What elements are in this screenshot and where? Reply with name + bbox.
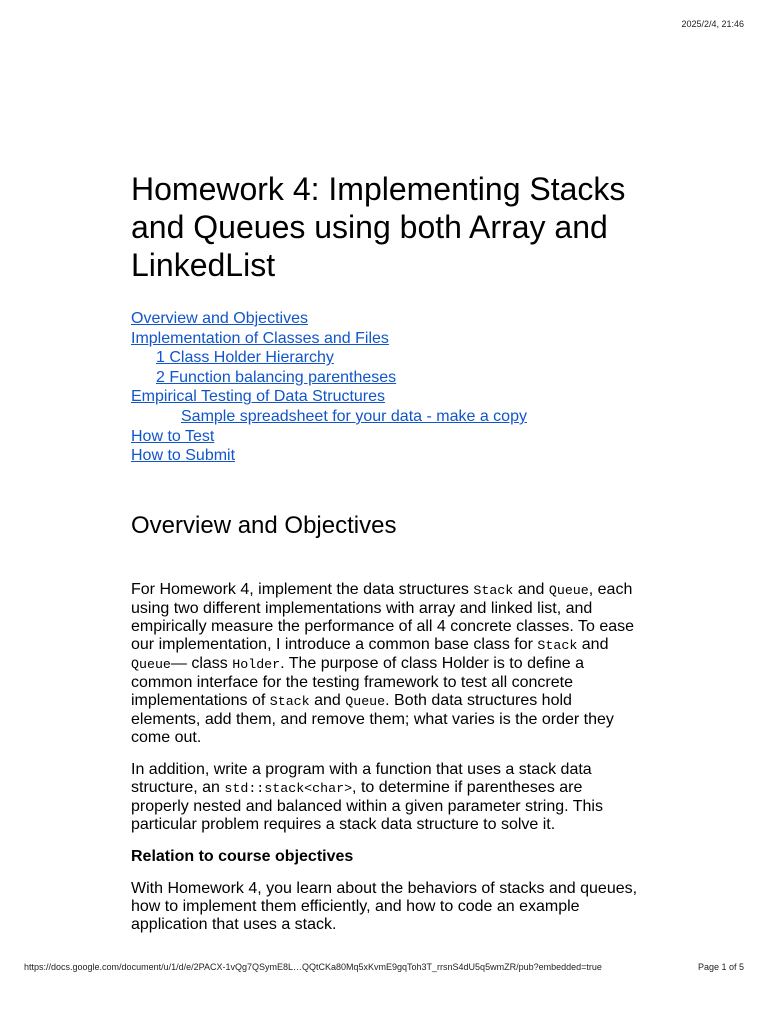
paragraph-intro: For Homework 4, implement the data structures Stack and Queue, each using two different implementations with array and linked list, and empirically measure the performance of all 4 concrete classes. To ease our implementation, I introduce a common base class for Stack and Queue— class Holder. The purpose of class Holder is to define a common interface for the testing framework to test all concrete implementations of Stack and Queue. Both data structures hold elements, add them, and remove them; what varies is the order they come out. [131, 580, 635, 746]
toc-link-how-to-test[interactable]: How to Test [131, 427, 215, 445]
footer-page-number: Page 1 of 5 [697, 962, 744, 972]
document-title: Homework 4: Implementing Stacks and Queues using both Array and LinkedList [131, 171, 626, 283]
section-heading-overview: Overview and Objectives [131, 511, 397, 539]
paragraph-objectives: With Homework 4, you learn about the behaviors of stacks and queues, how to implement them efficiently, and how to code an example application that uses a stack. [131, 879, 638, 933]
document-body [131, 170, 641, 934]
footer-source-url: https://docs.google.com/document/u/1/d/e/2PACX-1vQg7QSymE8L…QQtCKa80Mq5xKvmE9gqToh3T_rrsnS4dU5q5wmZR/pub?embedded=true [24, 962, 602, 972]
print-timestamp: 2025/2/4, 21:46 [681, 19, 744, 29]
toc-link-empirical-testing[interactable]: Empirical Testing of Data Structures [131, 388, 386, 406]
toc-link-overview[interactable]: Overview and Objectives [131, 310, 308, 327]
toc-link-class-holder[interactable]: 1 Class Holder Hierarchy [156, 349, 334, 367]
table-of-contents [131, 309, 641, 466]
toc-link-balancing-parentheses[interactable]: 2 Function balancing parentheses [156, 368, 397, 386]
toc-link-sample-spreadsheet[interactable]: Sample spreadsheet for your data - make a copy [181, 407, 527, 425]
toc-link-how-to-submit[interactable]: How to Submit [131, 447, 236, 465]
subheading-course-objectives: Relation to course objectives [131, 847, 354, 865]
toc-link-implementation[interactable]: Implementation of Classes and Files [131, 329, 389, 347]
paragraph-stack-program: In addition, write a program with a function that uses a stack data structure, an std::stack<char>, to determine if parentheses are properly nested and balanced within a given parameter string. This particular problem requires a stack data structure to solve it. [131, 760, 603, 833]
